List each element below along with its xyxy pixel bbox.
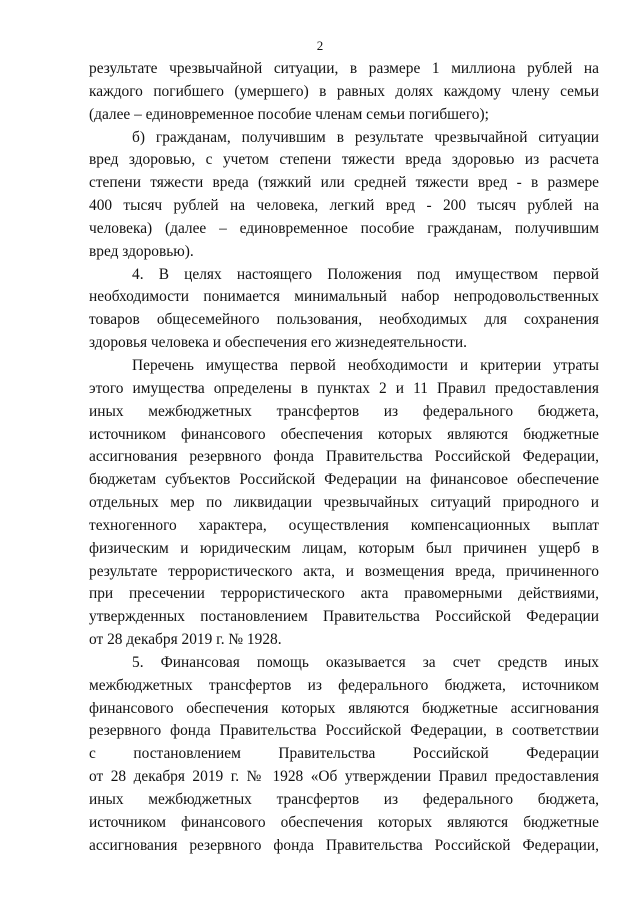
- text-line: 4. В целях настоящего Положения под имуществом первой: [132, 265, 599, 283]
- text-line: 5. Финансовая помощь оказывается за счет средств иных: [132, 653, 599, 671]
- text-line: физическим и юридическим лицам, которым был причинен ущерб в: [89, 539, 599, 557]
- text-line: ассигнования резервного фонда Правительства Российской Федерации,: [89, 836, 599, 854]
- text-line: степени тяжести вреда (тяжкий или средней тяжести вред - в размере: [89, 174, 599, 192]
- text-line: человека) (далее – единовременное пособие гражданам, получившим: [89, 219, 599, 237]
- text-line: товаров общесемейного пользования, необходимых для сохранения: [89, 311, 599, 329]
- text-line: иных межбюджетных трансфертов из федерального бюджета,: [89, 402, 599, 420]
- text-line: каждого погибшего (умершего) в равных долях каждому члену семьи: [89, 82, 599, 100]
- text-line: финансового обеспечения которых являются бюджетные ассигнования: [89, 699, 599, 717]
- text-line: ассигнования резервного фонда Правительства Российской Федерации,: [89, 448, 599, 466]
- text-line: межбюджетных трансфертов из федерального бюджета, источником: [89, 676, 599, 694]
- text-line: б) гражданам, получившим в результате чрезвычайной ситуации: [132, 128, 599, 146]
- text-line: результате террористического акта, и возмещения вреда, причиненного: [89, 562, 599, 580]
- text-line: этого имущества определены в пунктах 2 и 11 Правил предоставления: [89, 379, 599, 397]
- text-line: иных межбюджетных трансфертов из федерального бюджета,: [89, 791, 599, 808]
- text-line: источником финансового обеспечения которых являются бюджетные: [89, 425, 599, 443]
- text-line: 400 тысяч рублей на человека, легкий вред - 200 тысяч рублей на: [89, 197, 599, 215]
- page-number: 2: [316, 38, 324, 53]
- text-line: здоровья человека и обеспечения его жизнедеятельности.: [89, 334, 467, 352]
- text-line: при пресечении террористического акта правомерными действиями,: [89, 585, 599, 603]
- text-line: бюджетам субъектов Российской Федерации на финансовое обеспечение: [89, 471, 599, 489]
- text-line: отдельных мер по ликвидации чрезвычайных ситуаций природного и: [89, 494, 599, 512]
- text-line: необходимости понимается минимальный набор непродовольственных: [89, 288, 599, 306]
- text-line: от 28 декабря 2019 г. № 1928.: [89, 631, 282, 649]
- text-line: результате чрезвычайной ситуации, в размере 1 миллиона рублей на: [89, 60, 599, 77]
- text-line: вред здоровью).: [89, 242, 194, 260]
- text-line: (далее – единовременное пособие членам семьи погибшего);: [89, 105, 489, 123]
- text-line: источником финансового обеспечения которых являются бюджетные: [89, 813, 599, 831]
- text-line: Перечень имущества первой необходимости и критерии утраты: [132, 356, 599, 374]
- text-line: техногенного характера, осуществления компенсационных выплат: [89, 516, 599, 534]
- text-line: резервного фонда Правительства Российской Федерации, в соответствии: [89, 722, 599, 740]
- text-line: утвержденных постановлением Правительства Российской Федерации: [89, 608, 599, 626]
- text-line: вред здоровью, с учетом степени тяжести вреда здоровью из расчета: [89, 151, 599, 169]
- text-line: с постановлением Правительства Российской Федерации: [89, 745, 599, 763]
- document-body: [89, 58, 599, 858]
- text-line: от 28 декабря 2019 г. № 1928 «Об утверждении Правил предоставления: [89, 768, 599, 786]
